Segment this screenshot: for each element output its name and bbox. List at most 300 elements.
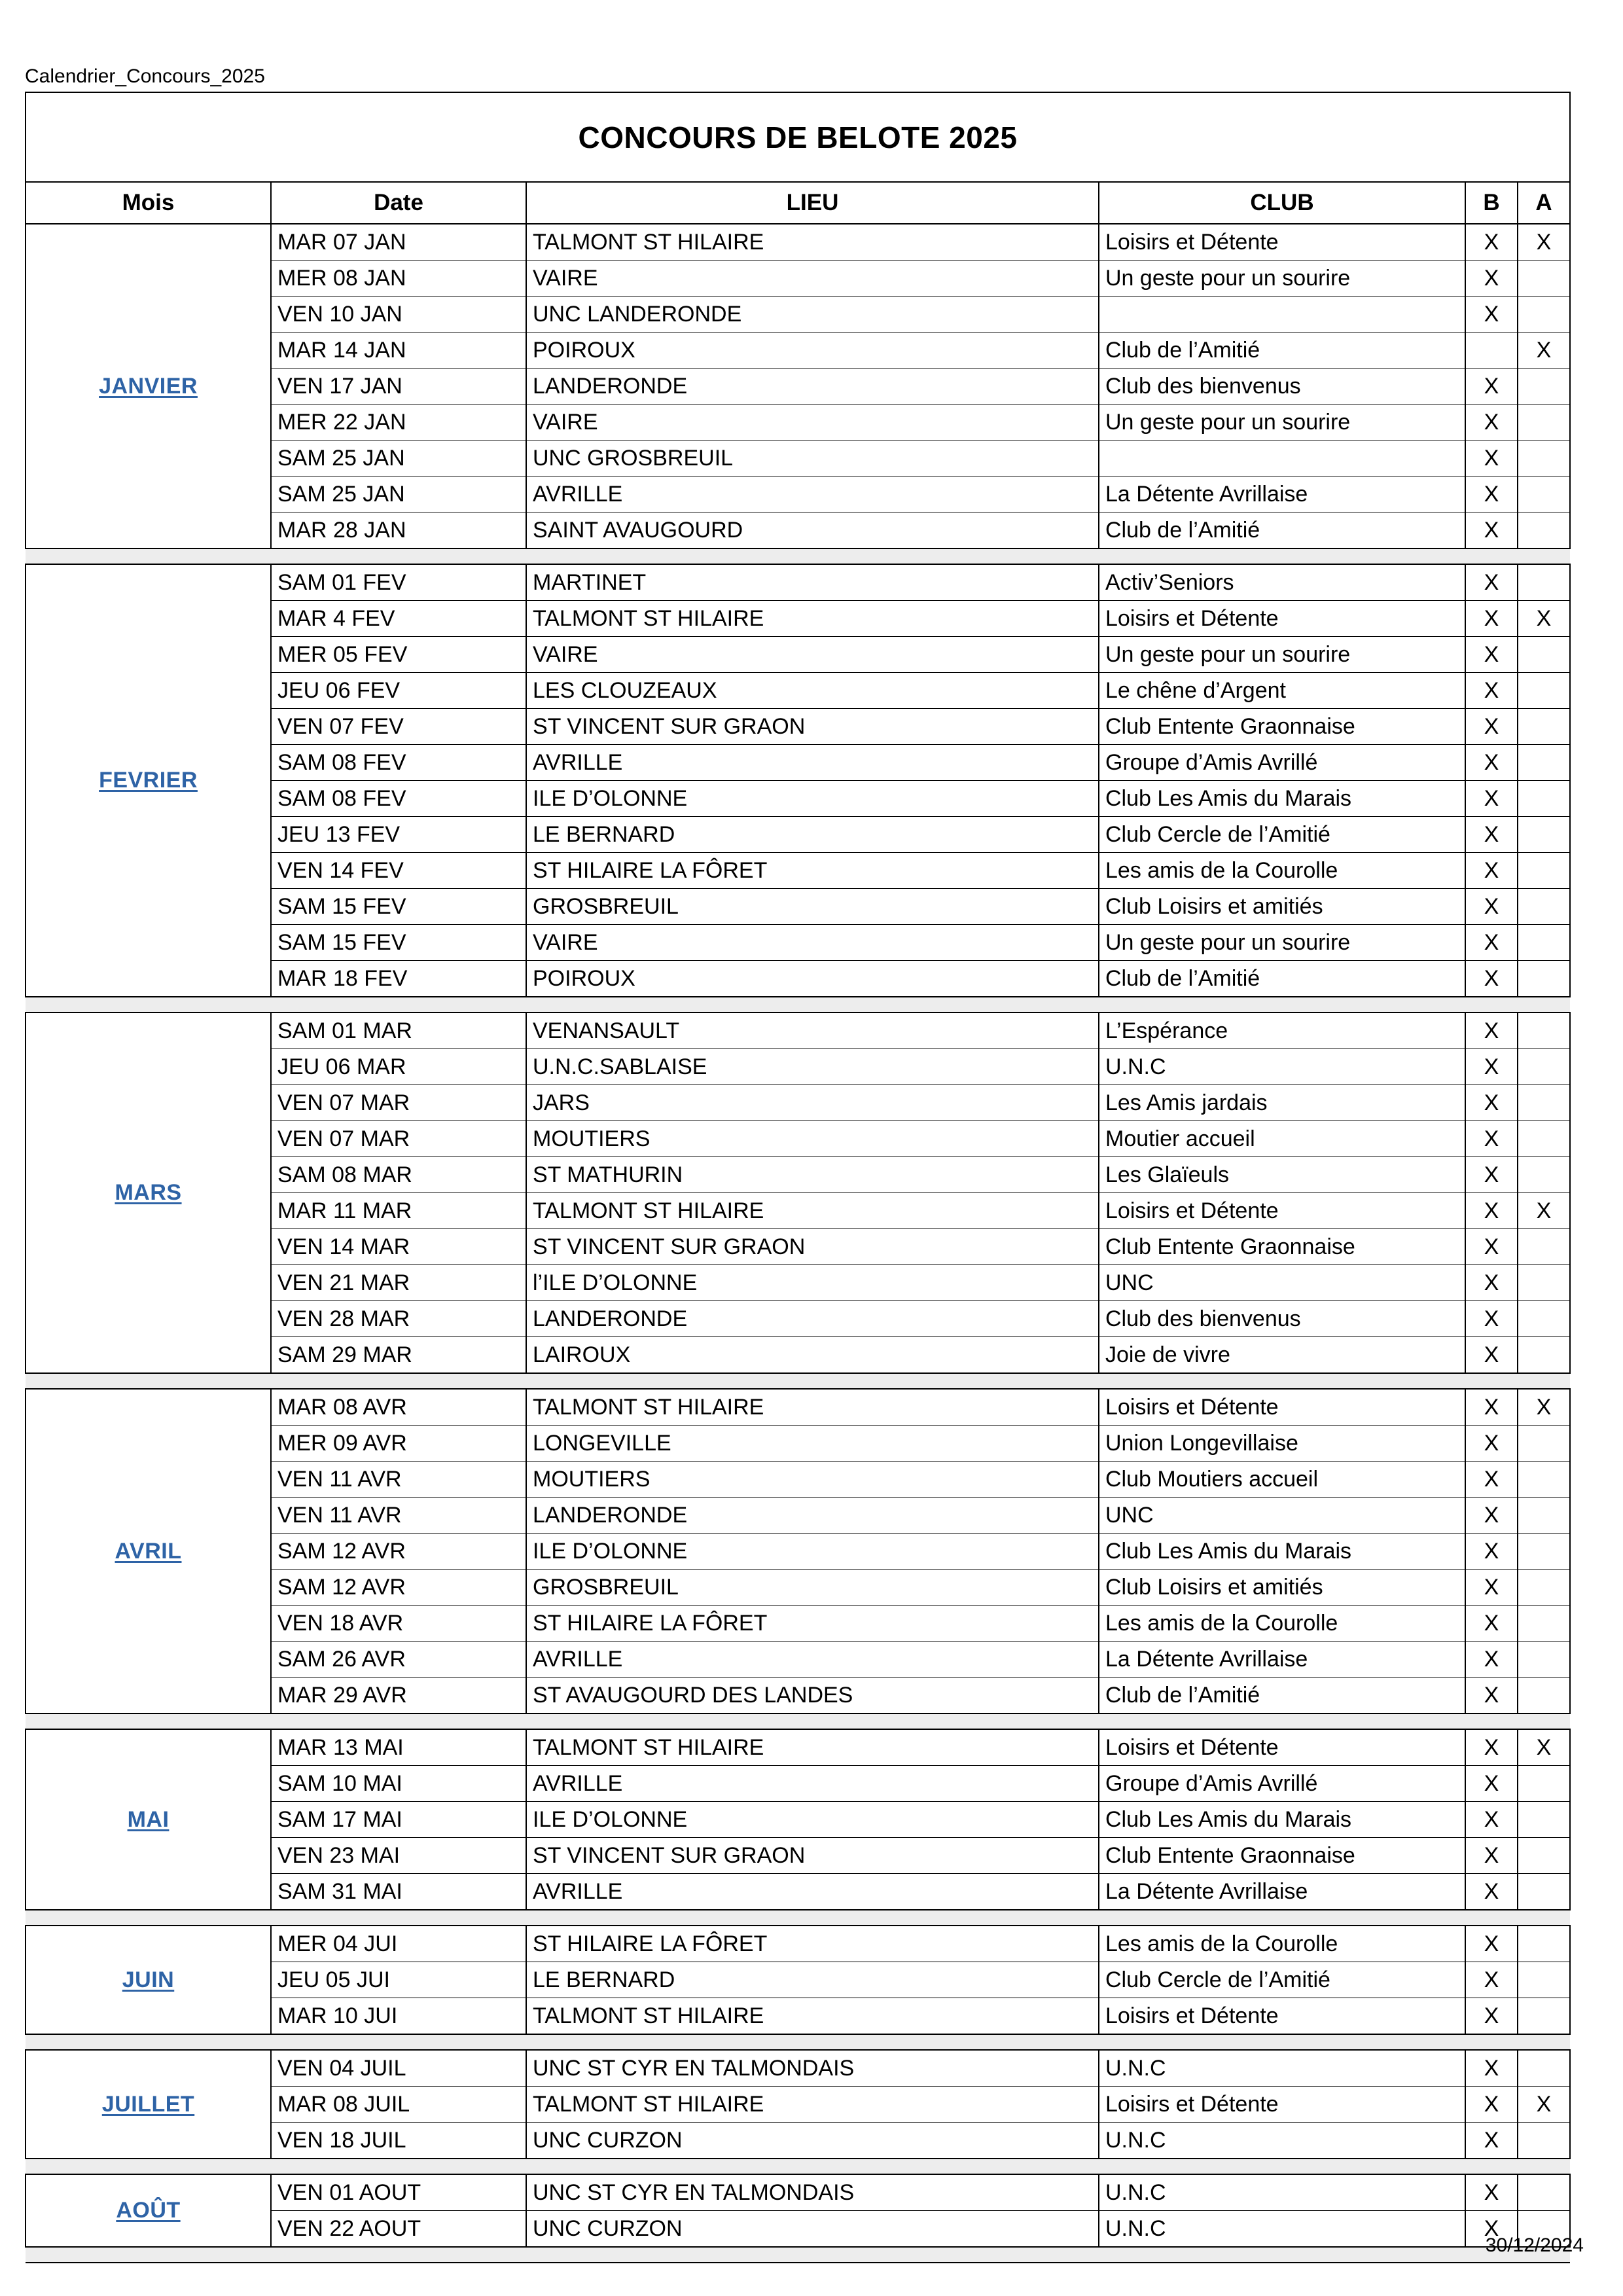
month-label-mai: MAI [26, 1729, 271, 1910]
cell-lieu: UNC LANDERONDE [526, 296, 1099, 332]
cell-lieu: MARTINET [526, 564, 1099, 601]
cell-club: Les Amis jardais [1099, 1085, 1465, 1121]
cell-club: Un geste pour un sourire [1099, 637, 1465, 673]
cell-lieu: ST HILAIRE LA FÔRET [526, 1605, 1099, 1641]
cell-club: Union Longevillaise [1099, 1426, 1465, 1462]
month-separator [26, 1713, 1570, 1729]
cell-club: Groupe d’Amis Avrillé [1099, 1766, 1465, 1802]
cell-lieu: TALMONT ST HILAIRE [526, 1193, 1099, 1229]
cell-lieu: TALMONT ST HILAIRE [526, 2087, 1099, 2123]
cell-club: U.N.C [1099, 1049, 1465, 1085]
cell-club: Loisirs et Détente [1099, 1193, 1465, 1229]
cell-club [1099, 296, 1465, 332]
cell-mark-b: X [1465, 1962, 1518, 1998]
cell-club: Les amis de la Courolle [1099, 1605, 1465, 1641]
cell-mark-a [1518, 1085, 1570, 1121]
cell-club: UNC [1099, 1498, 1465, 1534]
cell-lieu: VENANSAULT [526, 1013, 1099, 1049]
cell-date: JEU 06 FEV [271, 673, 526, 709]
cell-date: MER 04 JUI [271, 1926, 526, 1962]
page-title: CONCOURS DE BELOTE 2025 [26, 92, 1570, 182]
cell-lieu: SAINT AVAUGOURD [526, 512, 1099, 549]
cell-club: Les amis de la Courolle [1099, 853, 1465, 889]
table-row [26, 1926, 1570, 1962]
cell-lieu: ST HILAIRE LA FÔRET [526, 853, 1099, 889]
cell-mark-b: X [1465, 1085, 1518, 1121]
cell-mark-a [1518, 564, 1570, 601]
month-label-janvier: JANVIER [26, 224, 271, 548]
column-header-mois: Mois [26, 182, 271, 224]
cell-date: SAM 01 MAR [271, 1013, 526, 1049]
cell-lieu: ILE D’OLONNE [526, 1534, 1099, 1570]
cell-lieu: MOUTIERS [526, 1462, 1099, 1498]
cell-date: VEN 22 AOUT [271, 2211, 526, 2248]
cell-mark-b: X [1465, 564, 1518, 601]
cell-date: VEN 04 JUIL [271, 2050, 526, 2087]
cell-date: MAR 11 MAR [271, 1193, 526, 1229]
cell-date: VEN 01 AOUT [271, 2174, 526, 2211]
cell-mark-a [1518, 440, 1570, 476]
cell-date: SAM 12 AVR [271, 1534, 526, 1570]
cell-lieu: UNC CURZON [526, 2123, 1099, 2159]
cell-lieu: TALMONT ST HILAIRE [526, 601, 1099, 637]
cell-lieu: AVRILLE [526, 745, 1099, 781]
cell-mark-a: X [1518, 1389, 1570, 1426]
cell-mark-b: X [1465, 961, 1518, 997]
cell-lieu: LANDERONDE [526, 1498, 1099, 1534]
cell-club: Groupe d’Amis Avrillé [1099, 745, 1465, 781]
cell-date: MAR 10 JUI [271, 1998, 526, 2035]
cell-lieu: UNC ST CYR EN TALMONDAIS [526, 2174, 1099, 2211]
cell-mark-a: X [1518, 601, 1570, 637]
cell-date: VEN 21 MAR [271, 1265, 526, 1301]
cell-date: VEN 11 AVR [271, 1462, 526, 1498]
cell-mark-a [1518, 368, 1570, 404]
cell-lieu: ST VINCENT SUR GRAON [526, 1838, 1099, 1874]
cell-lieu: GROSBREUIL [526, 889, 1099, 925]
separator-cell [26, 997, 1570, 1013]
cell-date: MER 08 JAN [271, 260, 526, 296]
cell-date: VEN 11 AVR [271, 1498, 526, 1534]
cell-lieu: POIROUX [526, 961, 1099, 997]
cell-club: Club de l’Amitié [1099, 961, 1465, 997]
cell-lieu: ST HILAIRE LA FÔRET [526, 1926, 1099, 1962]
month-separator [26, 1373, 1570, 1389]
cell-lieu: l’ILE D’OLONNE [526, 1265, 1099, 1301]
cell-mark-b: X [1465, 1605, 1518, 1641]
cell-club: U.N.C [1099, 2050, 1465, 2087]
cell-mark-a [1518, 1838, 1570, 1874]
cell-mark-b: X [1465, 1498, 1518, 1534]
cell-date: SAM 15 FEV [271, 925, 526, 961]
cell-club: Un geste pour un sourire [1099, 925, 1465, 961]
month-separator [26, 548, 1570, 564]
cell-lieu: ST VINCENT SUR GRAON [526, 1229, 1099, 1265]
cell-club: Club Entente Graonnaise [1099, 709, 1465, 745]
cell-lieu: LAIROUX [526, 1337, 1099, 1374]
cell-lieu: ILE D’OLONNE [526, 781, 1099, 817]
cell-mark-a [1518, 637, 1570, 673]
cell-mark-b: X [1465, 1265, 1518, 1301]
cell-club: Club Loisirs et amitiés [1099, 889, 1465, 925]
cell-date: SAM 25 JAN [271, 476, 526, 512]
separator-cell [26, 2159, 1570, 2174]
month-separator [26, 1910, 1570, 1926]
cell-lieu: LONGEVILLE [526, 1426, 1099, 1462]
cell-mark-b: X [1465, 1874, 1518, 1910]
cell-date: MER 09 AVR [271, 1426, 526, 1462]
cell-mark-b: X [1465, 1229, 1518, 1265]
separator-cell [26, 1713, 1570, 1729]
table-row [26, 1729, 1570, 1766]
cell-mark-b: X [1465, 440, 1518, 476]
cell-mark-b: X [1465, 2050, 1518, 2087]
cell-club: Le chêne d’Argent [1099, 673, 1465, 709]
cell-mark-a [1518, 1998, 1570, 2035]
cell-club: Les amis de la Courolle [1099, 1926, 1465, 1962]
cell-date: MAR 4 FEV [271, 601, 526, 637]
cell-mark-a [1518, 1677, 1570, 1714]
month-label-juin: JUIN [26, 1926, 271, 2034]
cell-mark-a: X [1518, 332, 1570, 368]
cell-lieu: ILE D’OLONNE [526, 1802, 1099, 1838]
cell-mark-b: X [1465, 512, 1518, 549]
cell-date: VEN 07 MAR [271, 1085, 526, 1121]
cell-mark-b: X [1465, 1677, 1518, 1714]
cell-club: La Détente Avrillaise [1099, 1874, 1465, 1910]
cell-mark-a [1518, 781, 1570, 817]
cell-mark-b [1465, 332, 1518, 368]
cell-date: SAM 10 MAI [271, 1766, 526, 1802]
cell-club: Loisirs et Détente [1099, 224, 1465, 260]
cell-club: UNC [1099, 1265, 1465, 1301]
file-label: Calendrier_Concours_2025 [25, 65, 265, 87]
cell-mark-b: X [1465, 889, 1518, 925]
cell-mark-b: X [1465, 709, 1518, 745]
cell-date: MAR 08 JUIL [271, 2087, 526, 2123]
cell-mark-a [1518, 1265, 1570, 1301]
cell-mark-b: X [1465, 296, 1518, 332]
month-separator [26, 997, 1570, 1013]
cell-mark-b: X [1465, 637, 1518, 673]
cell-club: Un geste pour un sourire [1099, 404, 1465, 440]
cell-date: VEN 17 JAN [271, 368, 526, 404]
cell-lieu: GROSBREUIL [526, 1570, 1099, 1605]
cell-mark-a [1518, 512, 1570, 549]
cell-mark-b: X [1465, 2174, 1518, 2211]
cell-date: SAM 08 FEV [271, 781, 526, 817]
cell-date: SAM 12 AVR [271, 1570, 526, 1605]
cell-mark-a [1518, 1157, 1570, 1193]
cell-club: Loisirs et Détente [1099, 601, 1465, 637]
cell-mark-a [1518, 2050, 1570, 2087]
column-header-row [26, 182, 1570, 224]
cell-club: Club de l’Amitié [1099, 512, 1465, 549]
cell-mark-b: X [1465, 1641, 1518, 1677]
table-row [26, 224, 1570, 260]
cell-mark-a: X [1518, 2087, 1570, 2123]
cell-lieu: VAIRE [526, 637, 1099, 673]
cell-mark-a [1518, 673, 1570, 709]
cell-date: SAM 17 MAI [271, 1802, 526, 1838]
month-separator [26, 2247, 1570, 2263]
cell-club: U.N.C [1099, 2123, 1465, 2159]
cell-date: JEU 13 FEV [271, 817, 526, 853]
cell-lieu: LE BERNARD [526, 1962, 1099, 1998]
cell-club: Moutier accueil [1099, 1121, 1465, 1157]
cell-lieu: ST VINCENT SUR GRAON [526, 709, 1099, 745]
cell-club: Club Les Amis du Marais [1099, 1534, 1465, 1570]
month-label-fevrier: FEVRIER [26, 564, 271, 997]
cell-mark-b: X [1465, 368, 1518, 404]
cell-date: SAM 26 AVR [271, 1641, 526, 1677]
cell-club [1099, 440, 1465, 476]
cell-mark-b: X [1465, 1570, 1518, 1605]
cell-mark-b: X [1465, 1729, 1518, 1766]
cell-lieu: MOUTIERS [526, 1121, 1099, 1157]
table-row [26, 1013, 1570, 1049]
cell-mark-b: X [1465, 1049, 1518, 1085]
cell-club: Club de l’Amitié [1099, 332, 1465, 368]
cell-mark-a [1518, 1462, 1570, 1498]
cell-mark-b: X [1465, 2087, 1518, 2123]
cell-mark-b: X [1465, 673, 1518, 709]
cell-mark-b: X [1465, 1157, 1518, 1193]
cell-club: La Détente Avrillaise [1099, 1641, 1465, 1677]
cell-club: Club Cercle de l’Amitié [1099, 1962, 1465, 1998]
cell-date: JEU 05 JUI [271, 1962, 526, 1998]
cell-mark-b: X [1465, 1802, 1518, 1838]
column-header-b: B [1465, 182, 1518, 224]
cell-date: MAR 07 JAN [271, 224, 526, 260]
cell-mark-b: X [1465, 224, 1518, 260]
month-label-mars: MARS [26, 1013, 271, 1373]
table-row [26, 2050, 1570, 2087]
cell-lieu: TALMONT ST HILAIRE [526, 1389, 1099, 1426]
cell-mark-a [1518, 709, 1570, 745]
column-header-a: A [1518, 182, 1570, 224]
cell-lieu: ST AVAUGOURD DES LANDES [526, 1677, 1099, 1714]
cell-date: VEN 07 MAR [271, 1121, 526, 1157]
cell-lieu: AVRILLE [526, 476, 1099, 512]
month-label-juillet: JUILLET [26, 2050, 271, 2159]
cell-mark-a [1518, 745, 1570, 781]
cell-date: VEN 10 JAN [271, 296, 526, 332]
cell-mark-b: X [1465, 404, 1518, 440]
column-header-club: CLUB [1099, 182, 1465, 224]
cell-club: Loisirs et Détente [1099, 1389, 1465, 1426]
cell-mark-a [1518, 404, 1570, 440]
cell-date: SAM 08 FEV [271, 745, 526, 781]
cell-mark-a [1518, 2123, 1570, 2159]
table-row [26, 564, 1570, 601]
cell-mark-b: X [1465, 1462, 1518, 1498]
cell-date: SAM 15 FEV [271, 889, 526, 925]
cell-club: U.N.C [1099, 2211, 1465, 2248]
cell-date: MAR 08 AVR [271, 1389, 526, 1426]
cell-mark-b: X [1465, 260, 1518, 296]
cell-lieu: U.N.C.SABLAISE [526, 1049, 1099, 1085]
cell-mark-a: X [1518, 224, 1570, 260]
cell-date: JEU 06 MAR [271, 1049, 526, 1085]
cell-club: Activ’Seniors [1099, 564, 1465, 601]
cell-club: L’Espérance [1099, 1013, 1465, 1049]
cell-mark-b: X [1465, 817, 1518, 853]
cell-mark-b: X [1465, 1193, 1518, 1229]
cell-mark-a [1518, 853, 1570, 889]
cell-lieu: AVRILLE [526, 1641, 1099, 1677]
cell-club: Club Les Amis du Marais [1099, 1802, 1465, 1838]
cell-lieu: VAIRE [526, 260, 1099, 296]
cell-mark-a [1518, 1337, 1570, 1374]
cell-mark-b: X [1465, 476, 1518, 512]
calendar-sheet [25, 92, 1569, 2263]
cell-mark-b: X [1465, 1998, 1518, 2035]
cell-club: Club des bienvenus [1099, 1301, 1465, 1337]
cell-mark-a: X [1518, 1729, 1570, 1766]
cell-mark-b: X [1465, 2123, 1518, 2159]
cell-lieu: UNC GROSBREUIL [526, 440, 1099, 476]
cell-mark-b: X [1465, 1389, 1518, 1426]
cell-mark-b: X [1465, 2211, 1518, 2248]
cell-lieu: TALMONT ST HILAIRE [526, 224, 1099, 260]
cell-mark-a [1518, 961, 1570, 997]
cell-mark-b: X [1465, 601, 1518, 637]
cell-club: Club Cercle de l’Amitié [1099, 817, 1465, 853]
cell-mark-a [1518, 2174, 1570, 2211]
cell-date: SAM 08 MAR [271, 1157, 526, 1193]
table-row [26, 2174, 1570, 2211]
cell-lieu: TALMONT ST HILAIRE [526, 1729, 1099, 1766]
cell-date: SAM 29 MAR [271, 1337, 526, 1374]
month-separator [26, 2034, 1570, 2050]
cell-date: VEN 14 MAR [271, 1229, 526, 1265]
cell-date: MAR 28 JAN [271, 512, 526, 549]
cell-mark-a [1518, 1766, 1570, 1802]
cell-mark-b: X [1465, 1121, 1518, 1157]
cell-date: VEN 07 FEV [271, 709, 526, 745]
cell-mark-b: X [1465, 1926, 1518, 1962]
cell-date: SAM 01 FEV [271, 564, 526, 601]
cell-mark-b: X [1465, 853, 1518, 889]
cell-lieu: UNC CURZON [526, 2211, 1099, 2248]
cell-date: MAR 13 MAI [271, 1729, 526, 1766]
cell-lieu: AVRILLE [526, 1874, 1099, 1910]
title-row [26, 92, 1570, 182]
cell-lieu: UNC ST CYR EN TALMONDAIS [526, 2050, 1099, 2087]
month-label-août: AOÛT [26, 2174, 271, 2247]
cell-date: MER 05 FEV [271, 637, 526, 673]
cell-lieu: VAIRE [526, 404, 1099, 440]
cell-mark-b: X [1465, 1337, 1518, 1374]
cell-club: Joie de vivre [1099, 1337, 1465, 1374]
cell-mark-a [1518, 296, 1570, 332]
cell-mark-a [1518, 1641, 1570, 1677]
cell-date: VEN 18 JUIL [271, 2123, 526, 2159]
cell-date: SAM 25 JAN [271, 440, 526, 476]
cell-date: VEN 23 MAI [271, 1838, 526, 1874]
separator-cell [26, 548, 1570, 564]
separator-cell [26, 1373, 1570, 1389]
cell-lieu: VAIRE [526, 925, 1099, 961]
cell-lieu: POIROUX [526, 332, 1099, 368]
cell-mark-a [1518, 817, 1570, 853]
cell-lieu: ST MATHURIN [526, 1157, 1099, 1193]
cell-mark-a [1518, 1013, 1570, 1049]
cell-mark-a [1518, 1049, 1570, 1085]
cell-lieu: AVRILLE [526, 1766, 1099, 1802]
cell-lieu: LE BERNARD [526, 817, 1099, 853]
cell-mark-a [1518, 1301, 1570, 1337]
belote-calendar-table [25, 92, 1571, 2263]
cell-mark-a [1518, 1874, 1570, 1910]
cell-mark-a [1518, 1426, 1570, 1462]
cell-mark-a [1518, 1926, 1570, 1962]
table-row [26, 1389, 1570, 1426]
cell-mark-a [1518, 476, 1570, 512]
cell-lieu: LANDERONDE [526, 368, 1099, 404]
cell-date: SAM 31 MAI [271, 1874, 526, 1910]
separator-cell [26, 1910, 1570, 1926]
cell-mark-b: X [1465, 1534, 1518, 1570]
cell-mark-b: X [1465, 745, 1518, 781]
separator-cell [26, 2034, 1570, 2050]
cell-club: Club Moutiers accueil [1099, 1462, 1465, 1498]
cell-mark-a [1518, 1498, 1570, 1534]
cell-club: Les Glaïeuls [1099, 1157, 1465, 1193]
cell-mark-b: X [1465, 781, 1518, 817]
cell-mark-b: X [1465, 1301, 1518, 1337]
cell-club: Loisirs et Détente [1099, 1729, 1465, 1766]
separator-cell [26, 2247, 1570, 2263]
cell-club: Loisirs et Détente [1099, 1998, 1465, 2035]
cell-club: Club de l’Amitié [1099, 1677, 1465, 1714]
column-header-date: Date [271, 182, 526, 224]
column-header-lieu: LIEU [526, 182, 1099, 224]
cell-mark-a [1518, 1534, 1570, 1570]
cell-mark-a [1518, 260, 1570, 296]
cell-lieu: LES CLOUZEAUX [526, 673, 1099, 709]
cell-date: VEN 18 AVR [271, 1605, 526, 1641]
cell-date: VEN 28 MAR [271, 1301, 526, 1337]
cell-date: MAR 18 FEV [271, 961, 526, 997]
cell-mark-a [1518, 1962, 1570, 1998]
cell-date: MAR 14 JAN [271, 332, 526, 368]
cell-mark-a [1518, 1802, 1570, 1838]
cell-date: VEN 14 FEV [271, 853, 526, 889]
cell-lieu: TALMONT ST HILAIRE [526, 1998, 1099, 2035]
cell-club: Club Entente Graonnaise [1099, 1838, 1465, 1874]
cell-mark-b: X [1465, 1838, 1518, 1874]
cell-mark-b: X [1465, 1766, 1518, 1802]
cell-mark-b: X [1465, 1013, 1518, 1049]
cell-mark-a [1518, 889, 1570, 925]
cell-club: Loisirs et Détente [1099, 2087, 1465, 2123]
cell-mark-a [1518, 1121, 1570, 1157]
cell-lieu: JARS [526, 1085, 1099, 1121]
cell-mark-a [1518, 1570, 1570, 1605]
cell-mark-a [1518, 1229, 1570, 1265]
cell-club: U.N.C [1099, 2174, 1465, 2211]
cell-mark-b: X [1465, 925, 1518, 961]
cell-mark-a [1518, 925, 1570, 961]
cell-mark-a: X [1518, 1193, 1570, 1229]
month-separator [26, 2159, 1570, 2174]
cell-club: Club des bienvenus [1099, 368, 1465, 404]
cell-mark-a [1518, 1605, 1570, 1641]
cell-club: Club Les Amis du Marais [1099, 781, 1465, 817]
cell-club: La Détente Avrillaise [1099, 476, 1465, 512]
